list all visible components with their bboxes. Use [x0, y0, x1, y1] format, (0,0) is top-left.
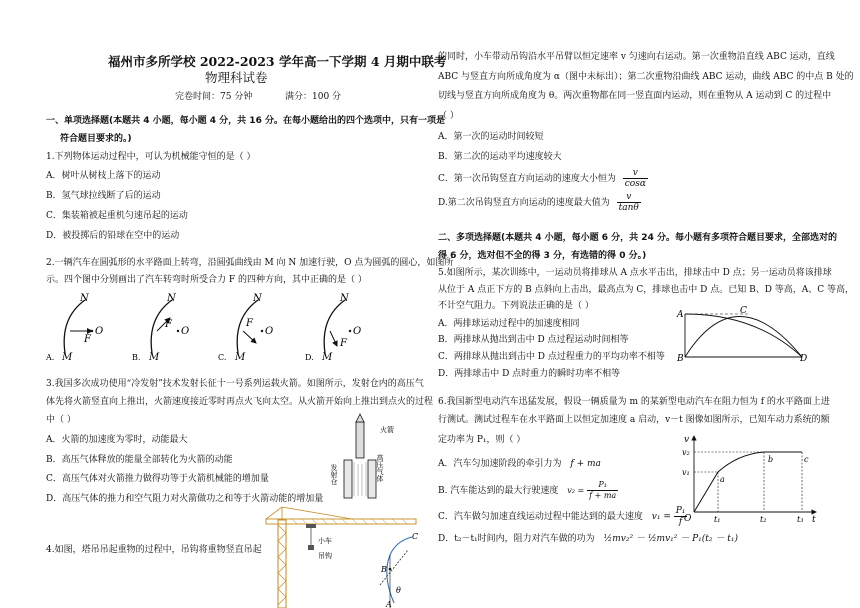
q6-option-d-expr: ½mv₂² － ½mv₁² － P₁(t₂ － t₁) [603, 534, 738, 544]
q5-label-b: B [677, 354, 684, 364]
q6-option-d [438, 533, 738, 545]
q6-c-num: P₁ [675, 506, 686, 516]
q6-vt-graph [682, 432, 822, 524]
crane-tower [278, 520, 286, 608]
q5-label-a: A [677, 310, 684, 320]
q6-option-c [438, 506, 687, 527]
q6-label-t3: t₃ [797, 515, 804, 524]
q6-option-d-text: D．t₂－t₁时间内，阻力对汽车做的功为 [438, 534, 595, 544]
q2-b-m: M [149, 352, 160, 363]
q4-c-den: cosα [624, 179, 646, 189]
q3-label-silo: 发射仓 [330, 464, 338, 485]
q1-option-b: B．氢气球拉线断了后的运动 [46, 191, 161, 201]
q6-option-b-lhs: v₂ = [567, 486, 585, 495]
q2-b-o: O [181, 326, 190, 337]
q4-cont2: ABC 与竖直方向所成角度为 α（图中未标出）；第二次重物沿曲线 ABC 运动，曲线 ABC 的中点 B 处的 [438, 72, 854, 82]
q6-label-b: b [768, 455, 774, 464]
q3-stem2: 体先将火箭竖直向上推出，火箭速度接近零时再点火飞向太空。从火箭开始向上推出到点火的过程 [46, 397, 434, 407]
q4-option-a: A．第一次的运动时间较短 [438, 132, 544, 142]
full-score: 满分：100 分 [285, 92, 342, 102]
q4-option-d-text: D.第二次吊钩竖直方向运动的速度最大值为 [438, 198, 610, 208]
q6-label-v1: v₁ [682, 468, 690, 477]
q2-option-b: B. [132, 353, 141, 362]
q1-stem: 1.下列物体运动过程中，可认为机械能守恒的是（ ） [46, 152, 256, 162]
q6-label-v2: v₂ [682, 448, 690, 457]
q4-point-a: A [386, 600, 392, 608]
q4-option-c-text: C．第一次吊钩竖直方向运动的速度大小恒为 [438, 174, 616, 184]
q5-stem1: 5.如图所示，某次训练中，一运动员将排球从 A 点水平击出，排球击中 D 点；另一运动员将该排球 [438, 268, 832, 278]
q4-d-num: v [617, 192, 641, 203]
q4-option-d-fraction [617, 192, 641, 213]
q5-option-c: C．两排球从抛出到击中 D 点过程重力的平均功率不相等 [438, 352, 665, 362]
q2-a-f: F [84, 334, 91, 345]
q6-b-num: P₁ [587, 480, 618, 491]
section2-heading-b: 得 6 分，选对但不全的得 3 分，有选错的得 0 分。) [438, 251, 647, 261]
q3-stem1: 3.我国多次成功使用“冷发射”技术发射长征十一号系列运载火箭。如图所示，发射仓内的高压气 [46, 379, 424, 389]
crane-hook [308, 545, 314, 550]
q6-option-c-lhs: v₁ = [651, 512, 671, 522]
rocket [356, 414, 364, 458]
q5-path-a [685, 314, 802, 357]
q5-figure [676, 304, 816, 364]
q6-option-b [438, 480, 618, 501]
q3-stem3: 中（ ） [46, 415, 76, 425]
q6-stem1: 6.我国新型电动汽车迅猛发展，假设一辆质量为 m 的某新型电动汽车在阻力恒为 f 的水平路面上进 [438, 397, 830, 407]
q2-option-c: C. [218, 353, 227, 362]
q3-option-b: B．高压气体释放的能量全部转化为火箭的动能 [46, 455, 233, 465]
q4-d-den: tanθ [618, 203, 639, 213]
q2-d-n: N [340, 293, 349, 304]
q5-label-c: C [740, 306, 747, 316]
q2-b-f: F [165, 319, 172, 330]
q2-a-m: M [62, 352, 73, 363]
q4-cont3: 切线与竖直方向所成角度为 θ。两次重物都在同一竖直面内运动，则在重物从 A 运动到 C 的过程中 [438, 91, 832, 101]
q6-label-t1: t₁ [714, 515, 721, 524]
q5-stem3: 不计空气阻力。下列说法正确的是（ ） [438, 301, 594, 311]
q4-cont4: （ ） [438, 111, 459, 121]
q5-stem2: 从位于 A 点正下方的 B 点斜向上击出，最高点为 C，排球也击中 D 点。已知 B、D 等高，A、C 等高， [438, 285, 855, 295]
q3-label-gas: 高压气体 [376, 454, 384, 482]
q1-option-d: D．被投掷后的铅球在空中的运动 [46, 231, 180, 241]
q6-label-c: c [804, 455, 809, 464]
q2-d-m: M [322, 352, 333, 363]
q6-option-b-fraction [587, 480, 618, 501]
q2-c-o: O [265, 326, 274, 337]
q2-fig-a [45, 293, 103, 363]
q4-c-num: v [623, 168, 648, 179]
q4-option-c-fraction [623, 168, 648, 189]
q6-stem3: 定功率为 P₁，则（ ） [438, 435, 526, 445]
section2-heading-a: 二、多项选择题(本题共 4 小题，每小题 6 分，共 24 分。每小题有多项符合题目要求，全部选对的 [438, 233, 837, 243]
q6-option-c-text: C．汽车做匀加速直线运动过程中能达到的最大速度 [438, 512, 643, 522]
q6-b-den: f + ma [589, 491, 617, 500]
q6-label-o: O [684, 514, 692, 524]
q6-label-t2: t₂ [760, 515, 767, 524]
section1-heading-b: 符合题目要求的。) [60, 134, 132, 144]
q2-a-n: N [80, 293, 89, 304]
q1-option-a: A．树叶从树枝上落下的运动 [46, 171, 161, 181]
q3-rocket-figure [330, 412, 400, 502]
q2-c-f: F [246, 318, 253, 329]
q2-a-o: O [95, 326, 104, 337]
q2-d-f: F [340, 338, 347, 349]
q4-option-c [438, 168, 648, 189]
q3-option-c: C．高压气体对火箭推力做得功等于火箭机械能的增加量 [46, 474, 269, 484]
q4-option-b: B．第二次的运动平均速度较大 [438, 152, 562, 162]
q2-stem1: 2.一辆汽车在圆弧形的水平路面上转弯，沿圆弧曲线由 M 向 N 加速行驶，O 点为圆弧的圆心，如图所 [46, 258, 454, 268]
q6-label-t: t [812, 515, 816, 524]
q4-label-cart: 小车 [318, 537, 332, 545]
q5-label-d: D [800, 354, 808, 364]
q2-fig-d [305, 293, 361, 363]
q3-option-a: A．火箭的加速度为零时，动能最大 [46, 435, 188, 445]
q4-option-d [438, 192, 641, 213]
q3-option-d: D．高压气体的推力和空气阻力对火箭做功之和等于火箭动能的增加量 [46, 494, 324, 504]
exam-time: 完卷时间：75 分钟 [175, 92, 253, 102]
title-line1: 福州市多所学校 2022-2023 学年高一下学期 4 月期中联考 [108, 54, 447, 69]
q6-label-v: v [684, 435, 690, 445]
q4-stem-left: 4.如图，塔吊吊起重物的过程中，吊钩将重物竖直吊起 [46, 545, 262, 555]
q6-c-den: f [678, 517, 683, 527]
q2-fig-c [218, 293, 273, 363]
crane-cart [306, 524, 316, 528]
q4-point-b: B [381, 565, 387, 574]
q6-option-b-text: B. 汽车能达到的最大行驶速度 [438, 486, 559, 496]
section1-heading-a: 一、单项选择题(本题共 4 小题，每小题 4 分，共 16 分。在每小题给出的四个选项中，只有一项是 [46, 116, 445, 126]
q4-label-hook: 吊钩 [318, 552, 332, 560]
q2-d-o: O [353, 326, 362, 337]
q1-option-c: C．集装箱被起重机匀速吊起的运动 [46, 211, 188, 221]
q4-crane-figure [262, 505, 422, 608]
q5-option-b: B．两排球从抛出到击中 D 点过程运动时间相等 [438, 335, 629, 345]
q6-curve [694, 452, 802, 512]
q2-figures [40, 288, 400, 368]
q5-option-a: A．两排球运动过程中的加速度相同 [438, 319, 580, 329]
q6-label-a: a [720, 475, 725, 484]
q2-option-a: A. [46, 353, 55, 362]
crane-jib [266, 507, 416, 524]
q4-cont1: 的同时，小车带动吊钩沿水平吊臂以恒定速率 v 匀速向右运动。第一次重物沿直线 ABC 运动，直线 [438, 52, 835, 62]
q4-theta: θ [396, 586, 401, 595]
q2-option-d: D. [305, 353, 314, 362]
q5-option-d: D．两排球击中 D 点时重力的瞬时功率不相等 [438, 369, 621, 379]
q2-stem2: 示。四个图中分别画出了汽车转弯时所受合力 F 的四种方向，其中正确的是（ ） [46, 275, 367, 285]
q6-option-a-text: A．汽车匀加速阶段的牵引力为 [438, 459, 562, 469]
q2-fig-b [132, 293, 189, 363]
q2-c-m: M [235, 352, 246, 363]
q3-label-rocket: 火箭 [380, 426, 394, 434]
q2-b-n: N [167, 293, 176, 304]
q6-stem2: 行测试。测试过程车在水平路面上以恒定加速度 a 启动，v－t 图像如图所示，已知车动力系统的额 [438, 415, 830, 425]
q6-option-a-expr: f + ma [570, 459, 601, 469]
title-line2: 物理科试卷 [205, 70, 268, 85]
q6-option-a [438, 458, 601, 470]
q2-c-n: N [253, 293, 262, 304]
q4-point-c: C [412, 532, 419, 541]
